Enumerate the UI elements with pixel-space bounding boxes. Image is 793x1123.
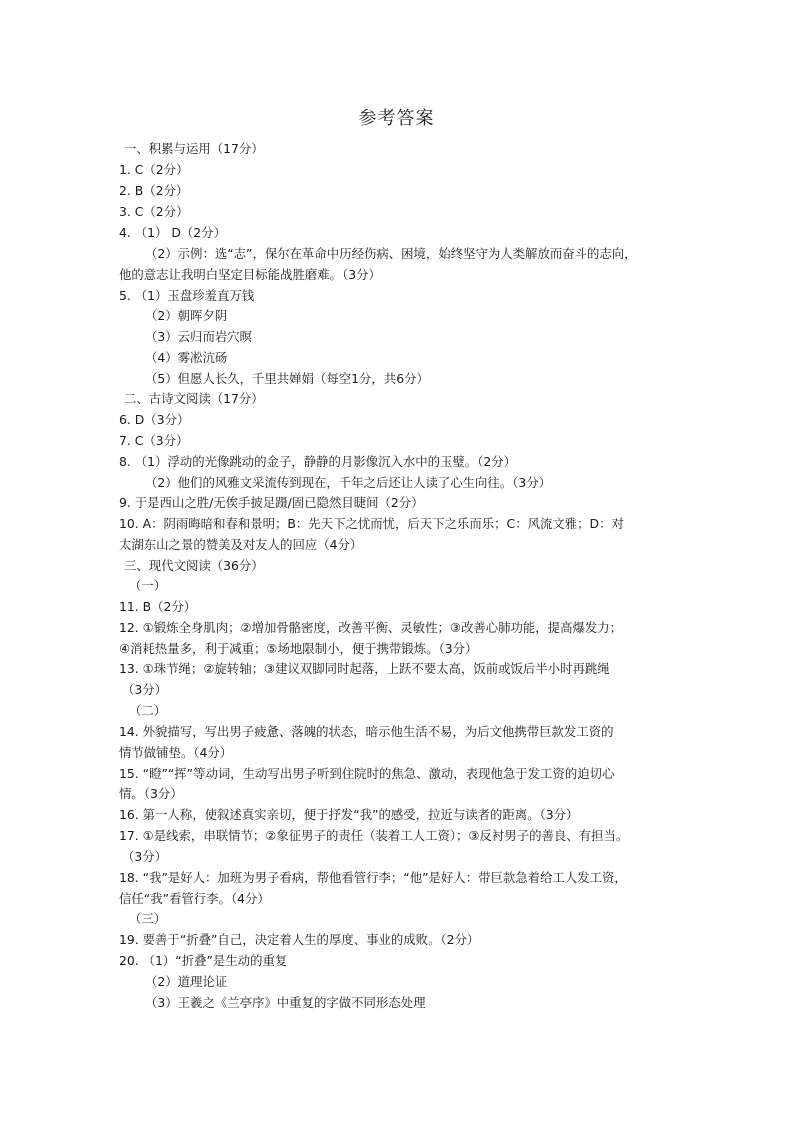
answer-line: 9. 于是西山之胜/无俟手披足蹑/固已隐然目睫间（2分） bbox=[119, 495, 424, 510]
answer-line: 13. ①珠节绳；②旋转轴；③建议双脚同时起落，上跃不要太高，饭前或饭后半小时再跳绳 bbox=[119, 661, 610, 676]
answer-line: （2）示例：选“志”，保尔在革命中历经伤病、困境，始终坚守为人类解放而奋斗的志向， bbox=[145, 246, 637, 261]
section-heading: 三、现代文阅读（36分） bbox=[124, 558, 264, 573]
subsection-heading: （一） bbox=[129, 578, 167, 593]
answer-line: 18. “我”是好人：加班为男子看病，帮他看管行李；“他”是好人：带巨款急着给工人发工资， bbox=[119, 870, 627, 885]
answer-line: 3. C（2分） bbox=[119, 204, 189, 219]
answer-line: 14. 外貌描写，写出男子疲惫、落魄的状态，暗示他生活不易，为后文他携带巨款发工资的 bbox=[119, 724, 614, 739]
answer-line: （2）他们的风雅文采流传到现在，千年之后还让人读了心生向往。（3分） bbox=[145, 475, 552, 490]
answer-line: 情节做铺垫。（4分） bbox=[119, 745, 233, 760]
answer-line: 6. D（3分） bbox=[119, 412, 190, 427]
answer-line: 20. （1）“折叠”是生动的重复 bbox=[119, 953, 288, 968]
answer-line: （3）王羲之《兰亭序》中重复的字做不同形态处理 bbox=[145, 995, 426, 1010]
answer-line: （3分） bbox=[122, 849, 168, 864]
answer-line: 19. 要善于“折叠”自己，决定着人生的厚度、事业的成败。（2分） bbox=[119, 932, 480, 947]
answer-line: 太湖东山之景的赞美及对友人的回应（4分） bbox=[119, 537, 363, 552]
answer-line: 1. C（2分） bbox=[119, 162, 189, 177]
section-heading: 二、古诗文阅读（17分） bbox=[124, 391, 264, 406]
answer-line: 7. C（3分） bbox=[119, 433, 189, 448]
answer-line: （5）但愿人长久，千里共婵娟（每空1分，共6分） bbox=[145, 371, 429, 386]
page-title: 参考答案 bbox=[358, 108, 435, 129]
answer-line: 17. ①是线索，串联情节；②象征男子的责任（装着工人工资）；③反衬男子的善良、有担当。 bbox=[119, 828, 629, 843]
answer-line: ④消耗热量多，利于减重；⑤场地限制小，便于携带锻炼。（3分） bbox=[119, 641, 478, 656]
answer-line: 2. B（2分） bbox=[119, 183, 189, 198]
subsection-heading: （三） bbox=[129, 911, 167, 926]
answer-line: 情。（3分） bbox=[119, 786, 183, 801]
answer-line: （3）云归而岩穴暝 bbox=[145, 329, 253, 344]
answer-line: 信任“我”看管行李。（4分） bbox=[119, 891, 270, 906]
answer-line: 16. 第一人称，使叙述真实亲切，便于抒发“我”的感受，拉近与读者的距离。（3分） bbox=[119, 807, 579, 822]
answer-line: （2）道理论证 bbox=[145, 974, 228, 989]
answer-line: 11. B（2分） bbox=[119, 599, 197, 614]
answer-line: 15. “瞪”“挥”等动词，生动写出男子听到住院时的焦急、激动，表现他急于发工资的迫切心 bbox=[119, 766, 615, 781]
answer-line: 他的意志让我明白坚定目标能战胜磨难。（3分） bbox=[119, 267, 381, 282]
answer-line: （4）雾凇沆砀 bbox=[145, 350, 228, 365]
answer-line: 12. ①锻炼全身肌肉；②增加骨骼密度，改善平衡、灵敏性；③改善心肺功能，提高爆发力； bbox=[119, 620, 623, 635]
subsection-heading: （二） bbox=[129, 703, 167, 718]
answer-line: （2）朝晖夕阴 bbox=[145, 308, 228, 323]
answer-line: （3分） bbox=[122, 682, 168, 697]
answer-line: 10. A：阴雨晦暗和春和景明；B：先天下之忧而忧，后天下之乐而乐；C：风流文雅；D：对 bbox=[119, 516, 624, 531]
answer-line: 8. （1）浮动的光像跳动的金子，静静的月影像沉入水中的玉璧。（2分） bbox=[119, 454, 517, 469]
answer-line: 5. （1）玉盘珍羞直万钱 bbox=[119, 288, 255, 303]
answer-line: 4. （1） D（2分） bbox=[119, 225, 226, 240]
section-heading: 一、积累与运用（17分） bbox=[124, 141, 264, 156]
